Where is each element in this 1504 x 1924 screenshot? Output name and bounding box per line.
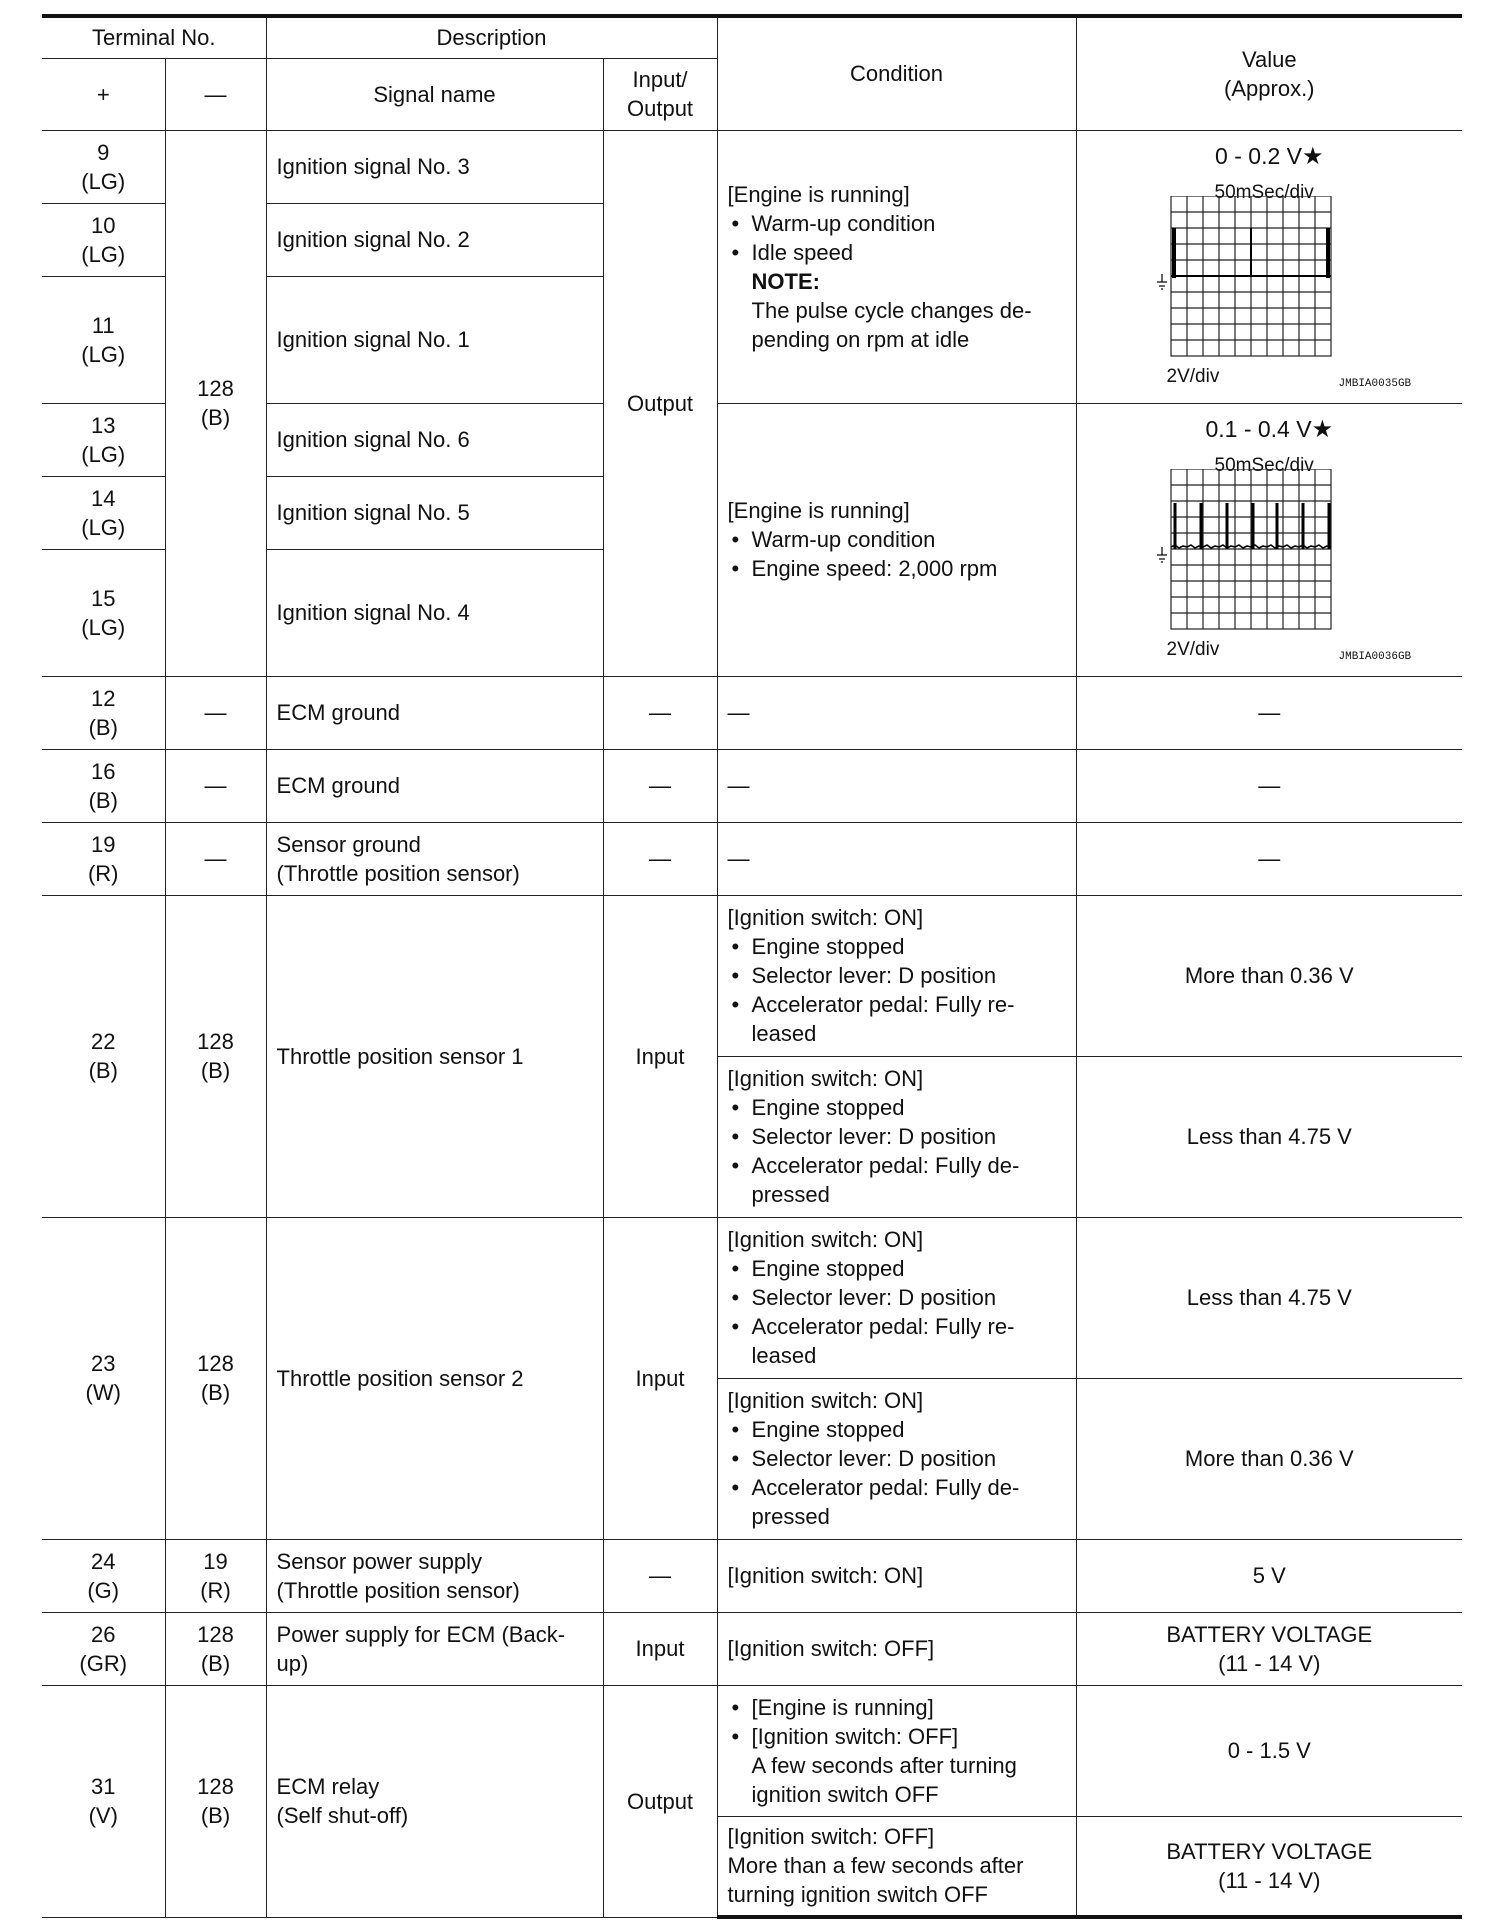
table-row-31: 31 (V) 128 (B) ECM relay (Self shut-off) Output • [Engine is running] • [Ignition switch: OFF] A few seconds after turning ignition switch OFF 0 - 1.5 V bbox=[42, 1685, 1462, 1816]
condition-bullet: • Selector lever: D position bbox=[728, 961, 1066, 990]
terminal-11: 11 (LG) bbox=[42, 276, 165, 403]
condition-bullet: • Idle speed bbox=[728, 238, 1066, 267]
table-row-26: 26 (GR) 128 (B) Power supply for ECM (Back- up) Input [Ignition switch: OFF] BATTERY VOLTAGE (11 - 14 V) bbox=[42, 1612, 1462, 1685]
ignition-signal-no1: Ignition signal No. 1 bbox=[266, 276, 603, 403]
terminal-10: 10 (LG) bbox=[42, 203, 165, 276]
waveform-idle: 0 - 0.2 V★ 50mSec/div 2V/div JMBIA0035GB bbox=[1076, 130, 1462, 403]
ignition-signal-no6: Ignition signal No. 6 bbox=[266, 403, 603, 476]
header-input-output: Input/ Output bbox=[603, 58, 717, 130]
waveform-2000rpm: 0.1 - 0.4 V★ 50mSec/div 2V/div JMBIA0036GB bbox=[1076, 403, 1462, 676]
ignition-io: Output bbox=[603, 130, 717, 676]
ignition-signal-no4: Ignition signal No. 4 bbox=[266, 549, 603, 676]
signal-ecm-relay: ECM relay (Self shut-off) bbox=[266, 1685, 603, 1917]
condition-bullet: • Engine stopped bbox=[728, 1254, 1066, 1283]
condition-bullet: • Warm-up condition bbox=[728, 525, 1066, 554]
table-row-16: 16 (B) — ECM ground — — — bbox=[42, 749, 1462, 822]
condition-bullet: • Selector lever: D position bbox=[728, 1122, 1066, 1151]
condition-bullet: • Engine speed: 2,000 rpm bbox=[728, 554, 1066, 583]
note-title: NOTE: bbox=[751, 268, 820, 294]
terminal-23: 23 (W) bbox=[42, 1217, 165, 1539]
table-row-24: 24 (G) 19 (R) Sensor power supply (Throttle position sensor) — [Ignition switch: ON] 5 V bbox=[42, 1539, 1462, 1612]
condition-relay-on: • [Engine is running] • [Ignition switch: OFF] A few seconds after turning ignition switch OFF bbox=[717, 1685, 1076, 1816]
condition-bullet: • Engine stopped bbox=[728, 1093, 1066, 1122]
condition-tps1-depressed: [Ignition switch: ON] • Engine stopped • Selector lever: D position • Accelerator pedal: Fully de- pressed bbox=[717, 1056, 1076, 1217]
value-relay-on: 0 - 1.5 V bbox=[1076, 1685, 1462, 1816]
signal-sensor-power-supply: Sensor power supply (Throttle position sensor) bbox=[266, 1539, 603, 1612]
signal-ecm-ground: ECM ground bbox=[266, 676, 603, 749]
terminal-9: 9 (LG) bbox=[42, 130, 165, 203]
condition-bullet: • Engine stopped bbox=[728, 932, 1066, 961]
condition-relay-off: [Ignition switch: OFF] More than a few seconds after turning ignition switch OFF bbox=[717, 1816, 1076, 1917]
terminal-26: 26 (GR) bbox=[42, 1612, 165, 1685]
star-icon: ★ bbox=[1311, 415, 1334, 443]
signal-tps2: Throttle position sensor 2 bbox=[266, 1217, 603, 1539]
condition-bullet: • [Ignition switch: OFF] bbox=[728, 1722, 1066, 1751]
table-row-23: 23 (W) 128 (B) Throttle position sensor 2 Input [Ignition switch: ON] • Engine stopped • Selector lever: D position • Accelerator pedal: Fully re- leased Less than 4.75 V bbox=[42, 1217, 1462, 1378]
condition-tps1-released: [Ignition switch: ON] • Engine stopped • Selector lever: D position • Accelerator pedal: Fully re- leased bbox=[717, 895, 1076, 1056]
condition-bullet: • Accelerator pedal: Fully de- bbox=[728, 1473, 1066, 1502]
table-row-22: 22 (B) 128 (B) Throttle position sensor 1 Input [Ignition switch: ON] • Engine stopped • Selector lever: D position • Accelerator pedal: Fully re- leased More than 0.36 V bbox=[42, 895, 1462, 1056]
ignition-condition-2000rpm: [Engine is running] • Warm-up condition • Engine speed: 2,000 rpm bbox=[717, 403, 1076, 676]
ignition-signal-no3: Ignition signal No. 3 bbox=[266, 130, 603, 203]
header-condition: Condition bbox=[717, 16, 1076, 130]
ignition-signal-no2: Ignition signal No. 2 bbox=[266, 203, 603, 276]
terminal-12: 12 (B) bbox=[42, 676, 165, 749]
signal-tps1: Throttle position sensor 1 bbox=[266, 895, 603, 1217]
signal-ecm-ground: ECM ground bbox=[266, 749, 603, 822]
terminal-13: 13 (LG) bbox=[42, 403, 165, 476]
header-terminal-no: Terminal No. bbox=[42, 16, 266, 58]
condition-bullet: • Accelerator pedal: Fully de- bbox=[728, 1151, 1066, 1180]
value-tps2-released: Less than 4.75 V bbox=[1076, 1217, 1462, 1378]
value-tps1-depressed: Less than 4.75 V bbox=[1076, 1056, 1462, 1217]
value-tps1-released: More than 0.36 V bbox=[1076, 895, 1462, 1056]
header-signal-name: Signal name bbox=[266, 58, 603, 130]
condition-bullet: • Selector lever: D position bbox=[728, 1444, 1066, 1473]
condition-bullet: • Engine stopped bbox=[728, 1415, 1066, 1444]
header-plus: + bbox=[42, 58, 165, 130]
header-description: Description bbox=[266, 16, 717, 58]
value-tps2-depressed: More than 0.36 V bbox=[1076, 1378, 1462, 1539]
condition-bullet: • Warm-up condition bbox=[728, 209, 1066, 238]
condition-bullet: • [Engine is running] bbox=[728, 1693, 1066, 1722]
table-row-19: 19 (R) — Sensor ground (Throttle position sensor) — — — bbox=[42, 822, 1462, 895]
condition-bullet: • Accelerator pedal: Fully re- bbox=[728, 990, 1066, 1019]
ignition-condition-idle: [Engine is running] • Warm-up condition • Idle speed NOTE: The pulse cycle changes de- pending on rpm at idle bbox=[717, 130, 1076, 403]
oscilloscope-grid-idle bbox=[1143, 196, 1343, 364]
condition-bullet: • Selector lever: D position bbox=[728, 1283, 1066, 1312]
condition-tps2-depressed: [Ignition switch: ON] • Engine stopped • Selector lever: D position • Accelerator pedal: Fully de- pressed bbox=[717, 1378, 1076, 1539]
terminal-14: 14 (LG) bbox=[42, 476, 165, 549]
terminal-31: 31 (V) bbox=[42, 1685, 165, 1917]
signal-ecm-backup-power: Power supply for ECM (Back- up) bbox=[266, 1612, 603, 1685]
table-row-12: 12 (B) — ECM ground — — — bbox=[42, 676, 1462, 749]
terminal-16: 16 (B) bbox=[42, 749, 165, 822]
ignition-minus-terminal: 128 (B) bbox=[165, 130, 266, 676]
ecm-terminal-table bbox=[42, 14, 1462, 1919]
star-icon: ★ bbox=[1301, 142, 1324, 170]
value-relay-off: BATTERY VOLTAGE (11 - 14 V) bbox=[1076, 1816, 1462, 1917]
terminal-15: 15 (LG) bbox=[42, 549, 165, 676]
signal-sensor-ground: Sensor ground (Throttle position sensor) bbox=[266, 822, 603, 895]
condition-tps2-released: [Ignition switch: ON] • Engine stopped • Selector lever: D position • Accelerator pedal: Fully re- leased bbox=[717, 1217, 1076, 1378]
terminal-24: 24 (G) bbox=[42, 1539, 165, 1612]
terminal-22: 22 (B) bbox=[42, 895, 165, 1217]
header-minus: — bbox=[165, 58, 266, 130]
terminal-19: 19 (R) bbox=[42, 822, 165, 895]
ignition-signal-no5: Ignition signal No. 5 bbox=[266, 476, 603, 549]
header-value: Value (Approx.) bbox=[1076, 16, 1462, 130]
oscilloscope-grid-2000rpm bbox=[1143, 469, 1343, 637]
condition-bullet: • Accelerator pedal: Fully re- bbox=[728, 1312, 1066, 1341]
